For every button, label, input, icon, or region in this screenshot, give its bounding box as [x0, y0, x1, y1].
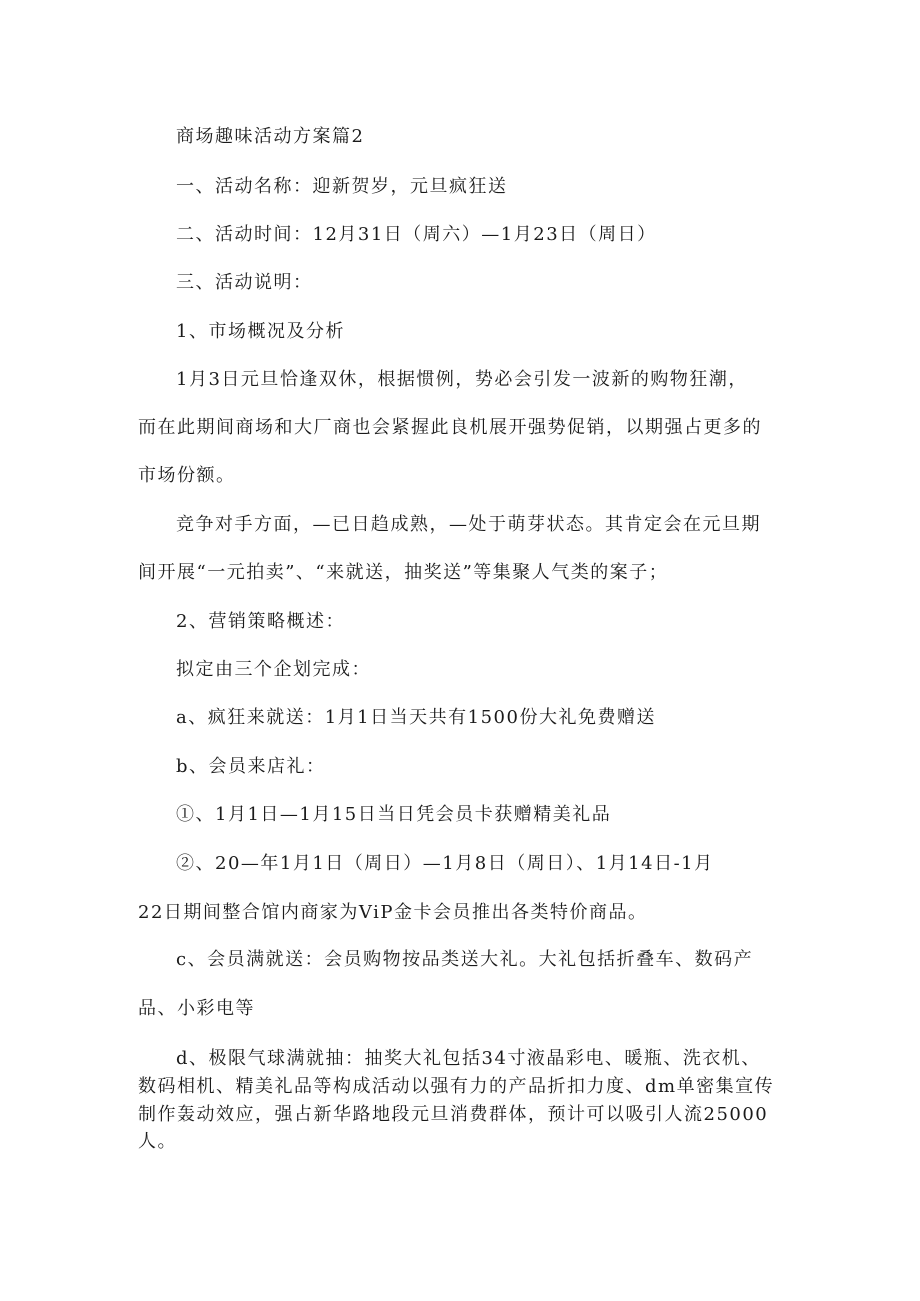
market-paragraph-line-1: 1月3日元旦恰逢双休，根据惯例，势必会引发一波新的购物狂潮， — [176, 369, 748, 390]
event-time: 二、活动时间：12月31日（周六）—1月23日（周日） — [176, 224, 657, 245]
plan-d-line-2: 数码相机、精美礼品等构成活动以强有力的产品折扣力度、dm单密集宣传 — [138, 1076, 775, 1097]
event-name: 一、活动名称：迎新贺岁，元旦疯狂送 — [176, 176, 508, 197]
plan-b2-line-1: ②、20—年1月1日（周日）—1月8日（周日）、1月14日-1月 — [176, 853, 714, 874]
plan-b: b、会员来店礼： — [176, 756, 326, 777]
plan-a: a、疯狂来就送：1月1日当天共有1500份大礼免费赠送 — [176, 707, 656, 728]
description-heading: 三、活动说明： — [176, 272, 313, 293]
plan-c-line-1: c、会员满就送：会员购物按品类送大礼。大礼包括折叠车、数码产 — [176, 949, 754, 970]
market-paragraph-line-3: 市场份额。 — [138, 465, 236, 486]
competition-paragraph-line-2: 间开展“一元拍卖”、“来就送，抽奖送”等集聚人气类的案子； — [138, 562, 669, 583]
section1-heading: 1、市场概况及分析 — [176, 321, 345, 342]
section2-heading: 2、营销策略概述： — [176, 611, 345, 632]
plan-d-line-1: d、极限气球满就抽：抽奖大礼包括34寸液晶彩电、暖瓶、洗衣机、 — [176, 1048, 761, 1069]
document-title: 商场趣味活动方案篇2 — [176, 126, 365, 147]
competition-paragraph-line-1: 竞争对手方面，—已日趋成熟，—处于萌芽状态。其肯定会在元旦期 — [176, 514, 761, 535]
plan-b1: ①、1月1日—1月15日当日凭会员卡获赠精美礼品 — [176, 804, 612, 825]
plan-intro: 拟定由三个企划完成： — [176, 659, 371, 680]
plan-c-line-2: 品、小彩电等 — [138, 998, 255, 1019]
plan-d-line-4: 人。 — [138, 1131, 177, 1152]
market-paragraph-line-2: 而在此期间商场和大厂商也会紧握此良机展开强势促销，以期强占更多的 — [138, 417, 762, 438]
plan-b2-line-2: 22日期间整合馆内商家为ViP金卡会员推出各类特价商品。 — [138, 902, 648, 923]
plan-d-line-3: 制作轰动效应，强占新华路地段元旦消费群体，预计可以吸引人流25000 — [138, 1104, 769, 1125]
